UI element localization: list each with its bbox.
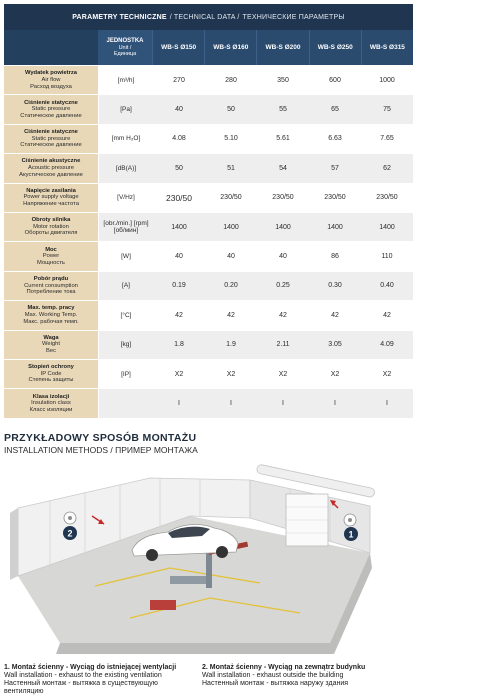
value-cell: 42 — [383, 311, 391, 319]
value-cell: 62 — [383, 164, 391, 172]
badge-two — [63, 526, 77, 540]
value-cell: 50 — [175, 164, 183, 172]
value-cell: 40 — [227, 253, 235, 261]
table-row — [4, 359, 413, 388]
value-cell: 3.05 — [328, 341, 342, 349]
model-header: WB-S Ø200 — [256, 30, 308, 65]
row-unit: [obr./min.] [rpm] [об/мин] — [103, 220, 149, 235]
row-unit: [kg] — [120, 341, 132, 349]
value-cell: 5.10 — [224, 135, 238, 143]
value-cell: 0.40 — [380, 282, 394, 290]
table-row — [4, 241, 413, 270]
row-unit: [dB(A)] — [115, 164, 137, 172]
table-row — [4, 212, 413, 241]
table-row — [4, 94, 413, 123]
row-unit: [m³/h] — [117, 76, 135, 84]
value-cell: 1400 — [327, 223, 343, 231]
value-cell: 0.19 — [172, 282, 186, 290]
row-label: Max. temp. pracy Max. Working Temp. Макс. рабочая темп. — [4, 301, 99, 329]
value-cell: 40 — [279, 253, 287, 261]
value-cell: 0.20 — [224, 282, 238, 290]
value-cell: I — [230, 399, 232, 407]
value-cell: I — [282, 399, 284, 407]
row-label: Ciśnienie akustyczne Acoustic pressure Акустическое давление — [4, 154, 99, 182]
value-cell: 1.8 — [174, 341, 184, 349]
title-pl: PARAMETRY TECHNICZNE — [72, 13, 167, 21]
value-cell: 350 — [277, 76, 289, 84]
unit-header: JEDNOSTKA Unit / Единица — [98, 30, 152, 65]
value-cell: 1.9 — [226, 341, 236, 349]
row-unit: [Pa] — [120, 106, 132, 114]
value-cell: 42 — [227, 311, 235, 319]
row-unit: [A] — [122, 282, 130, 290]
value-cell: 7.65 — [380, 135, 394, 143]
svg-text:2: 2 — [67, 528, 73, 539]
header-empty-cell — [4, 30, 98, 65]
value-cell: 230/50 — [376, 194, 398, 202]
table-row — [4, 330, 413, 359]
value-cell: 230/50 — [220, 194, 242, 202]
table-row — [4, 65, 413, 94]
value-cell: 1400 — [223, 223, 239, 231]
value-cell: 600 — [329, 76, 341, 84]
row-unit: [V/Hz] — [117, 194, 135, 202]
row-unit: [°C] — [120, 311, 132, 319]
table-body — [4, 65, 413, 418]
value-cell: 230/50 — [166, 192, 192, 203]
model-header: WB-S Ø150 — [152, 30, 204, 65]
value-cell: 65 — [331, 106, 339, 114]
row-label: Waga Weight Вес — [4, 331, 99, 359]
value-cell: 1400 — [275, 223, 291, 231]
technical-data-table — [4, 4, 413, 418]
value-cell: 75 — [383, 106, 391, 114]
row-label: Stopień ochrony IP Code Степень защиты — [4, 360, 99, 388]
model-header: WB-S Ø250 — [309, 30, 361, 65]
value-cell: 42 — [175, 311, 183, 319]
value-cell: 4.08 — [172, 135, 186, 143]
value-cell: 86 — [331, 253, 339, 261]
value-cell: X2 — [278, 370, 288, 378]
table-row — [4, 183, 413, 212]
row-label: Napięcie zasilania Power supply voltage Напряжение частота — [4, 184, 99, 212]
value-cell: 4.09 — [380, 341, 394, 349]
row-label: Pobór prądu Current consumption Потребление тока — [4, 272, 99, 300]
value-cell: 110 — [381, 253, 393, 261]
row-unit: [W] — [121, 252, 131, 260]
value-cell: I — [178, 399, 180, 407]
table-title-bar — [4, 4, 413, 30]
value-cell: 54 — [279, 164, 287, 172]
value-cell: 5.61 — [276, 135, 290, 143]
table-row — [4, 388, 413, 417]
value-cell: I — [386, 399, 388, 407]
row-unit — [99, 389, 153, 417]
installation-title: PRZYKŁADOWY SPOSÓB MONTAŻU — [4, 432, 197, 444]
value-cell: 2.11 — [276, 341, 290, 349]
row-label: Obroty silnika Motor rotation Обороты двигателя — [4, 213, 99, 241]
value-cell: 55 — [279, 106, 287, 114]
row-label: Klasa izolacji Insulation class Класс изоляции — [4, 389, 99, 417]
title-en: / TECHNICAL DATA / — [169, 13, 240, 21]
table-header-row — [4, 30, 413, 65]
value-cell: 42 — [279, 311, 287, 319]
value-cell: 50 — [227, 106, 235, 114]
row-unit: [IP] — [121, 370, 131, 378]
value-cell: X2 — [226, 370, 236, 378]
value-cell: 57 — [331, 164, 339, 172]
value-cell: 40 — [175, 106, 183, 114]
value-cell: 230/50 — [272, 194, 294, 202]
value-cell: 42 — [331, 311, 339, 319]
table-row — [4, 300, 413, 329]
badge-one — [344, 527, 358, 541]
value-cell: 0.25 — [276, 282, 290, 290]
value-cell: X2 — [382, 370, 392, 378]
row-label: Ciśnienie statyczne Static pressure Статическое давление — [4, 95, 99, 123]
value-cell: 1400 — [171, 223, 187, 231]
row-label: Moc Power Мощность — [4, 242, 99, 270]
svg-text:1: 1 — [348, 529, 354, 540]
value-cell: X2 — [330, 370, 340, 378]
value-cell: I — [334, 399, 336, 407]
row-label: Wydatek powietrza Air flow Расход воздуха — [4, 66, 99, 94]
garage-illustration — [0, 458, 420, 658]
caption-wall-outside-building: 2. Montaż ścienny - Wyciąg na zewnątrz budynku Wall installation - exhaust outside the building Настенный монтаж - вытяжка наружу здания — [202, 664, 366, 688]
caption-wall-existing-ventilation: 1. Montaż ścienny - Wyciąg do istniejącej wentylacji Wall installation - exhaust to the existing ventilation Настенный монтаж - вытяжка в существующую вентиляцию — [4, 664, 177, 696]
value-cell: 51 — [227, 164, 235, 172]
value-cell: 1000 — [379, 76, 395, 84]
value-cell: 40 — [175, 253, 183, 261]
installation-subtitle: INSTALLATION METHODS / ПРИМЕР МОНТАЖА — [4, 445, 198, 455]
value-cell: 230/50 — [324, 194, 346, 202]
value-cell: 270 — [173, 76, 185, 84]
table-row — [4, 271, 413, 300]
row-unit: [mm H₂O] — [111, 135, 141, 143]
table-row — [4, 153, 413, 182]
model-header: WB-S Ø315 — [361, 30, 413, 65]
value-cell: 280 — [225, 76, 237, 84]
value-cell: X2 — [174, 370, 184, 378]
value-cell: 0.30 — [328, 282, 342, 290]
title-ru: ТЕХНИЧЕСКИЕ ПАРАМЕТРЫ — [242, 13, 345, 21]
value-cell: 1400 — [379, 223, 395, 231]
model-header: WB-S Ø160 — [204, 30, 256, 65]
value-cell: 6.63 — [328, 135, 342, 143]
row-label: Ciśnienie statyczne Static pressure Статическое давление — [4, 125, 99, 153]
table-row — [4, 124, 413, 153]
